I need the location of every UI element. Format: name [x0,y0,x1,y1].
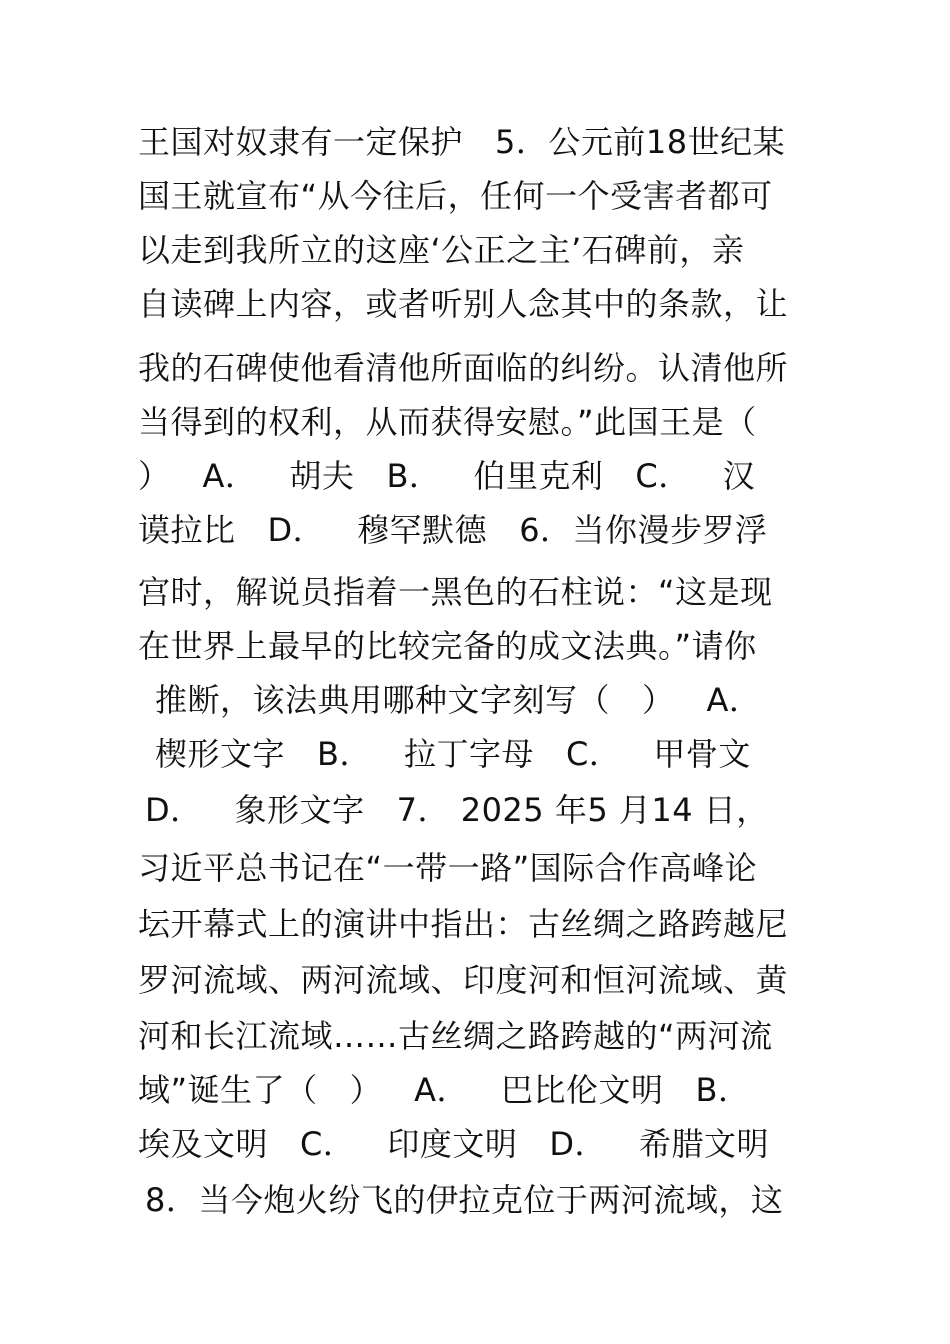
text-line: 楔形文字 B． 拉丁字母 C． 甲骨文 [155,735,751,773]
text-line: 我的石碑使他看清他所面临的纠纷。认清他所 [138,349,789,387]
text-line: 在世界上最早的比较完备的成文法典。”请你 [138,627,757,665]
text-line: 坛开幕式上的演讲中指出：古丝绸之路跨越尼 [138,905,789,943]
text-line: 王国对奴隶有一定保护 5．公元前18世纪某 [138,123,786,161]
text-line: 河和长江流域……古丝绸之路跨越的“两河流 [138,1017,773,1055]
text-line: 自读碑上内容，或者听别人念其中的条款，让 [138,285,789,323]
text-line: 宫时，解说员指着一黑色的石柱说：“这是现 [138,573,773,611]
text-line: 当得到的权利，从而获得安慰。”此国王是（ [138,403,757,441]
text-line: 谟拉比 D． 穆罕默德 6．当你漫步罗浮 [138,511,768,549]
text-line: 域”诞生了（ ） A． 巴比伦文明 B． [138,1071,751,1109]
text-line: 8．当今炮火纷飞的伊拉克位于两河流域，这 [145,1181,784,1219]
text-line: 国王就宣布“从今往后，任何一个受害者都可 [138,177,773,215]
text-line: 以走到我所立的这座‘公正之主’石碑前，亲 [138,231,745,269]
text-line: 埃及文明 C． 印度文明 D． 希腊文明 [138,1125,770,1163]
text-line: 习近平总书记在“一带一路”国际合作高峰论 [138,849,758,887]
text-line: 罗河流域、两河流域、印度河和恒河流域、黄 [138,961,789,999]
text-line: D． 象形文字 7． 2025 年5 月14 日， [145,791,769,829]
text-line: 推断，该法典用哪种文字刻写（ ） A． [155,681,762,719]
text-line: ） A． 胡夫 B． 伯里克利 C． 汉 [138,457,756,495]
